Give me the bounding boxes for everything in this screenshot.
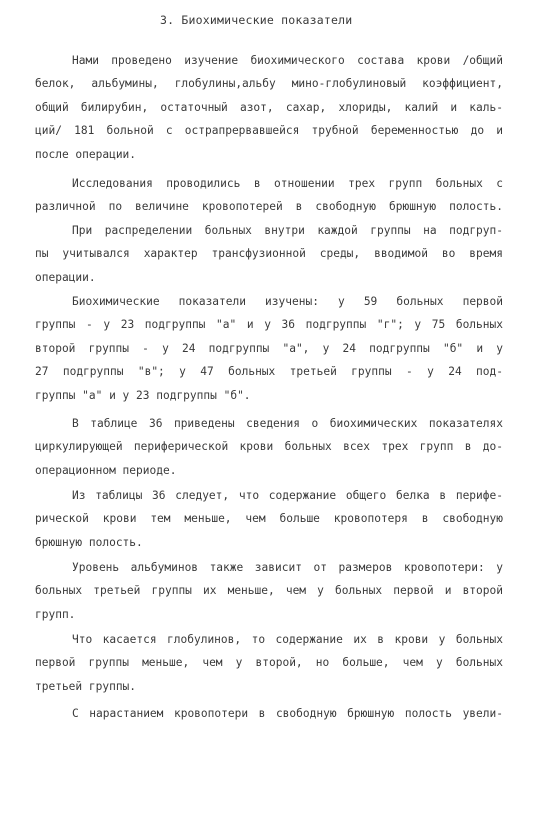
paragraph-three-groups xyxy=(35,172,503,219)
paragraph-study-description xyxy=(35,49,503,166)
paragraph-total-protein xyxy=(35,484,503,554)
text-line: В таблице 36 приведены сведения о биохимических показателях xyxy=(72,417,503,430)
text-line: третьей группы. xyxy=(35,679,137,693)
paragraph-indicators-studied xyxy=(35,290,503,407)
text-line: рической крови тем меньше, чем больше кровопотеря в свободную xyxy=(35,512,503,526)
text-line: ций/ 181 больной с острапрервавшейся трубной беременностью до и xyxy=(35,124,503,138)
text-line: Что касается глобулинов, то содержание их в крови у больных xyxy=(72,633,503,646)
text-line: операции. xyxy=(35,270,96,284)
text-line: больных третьей группы их меньше, чем у больных первой и второй xyxy=(35,584,503,598)
text-line: белок, альбумины, глобулины,альбу мино-глобулиновый коэффициент, xyxy=(35,77,503,91)
section-heading: 3. Биохимические показатели xyxy=(160,13,353,27)
paragraph-albumins xyxy=(35,556,503,626)
text-line: Из таблицы 36 следует, что содержание общего белка в перифе- xyxy=(72,489,503,502)
text-line: группы "а" и у 23 подгруппы "б". xyxy=(35,388,251,402)
text-line: Биохимические показатели изучены: у 59 больных первой xyxy=(72,295,503,308)
text-line: брюшную полость. xyxy=(35,535,143,549)
text-line: С нарастанием кровопотери в свободную брюшную полость увели- xyxy=(72,707,503,720)
text-line: Уровень альбуминов также зависит от размеров кровопотери: у xyxy=(72,561,503,574)
text-line: циркулирующей периферической крови больных всех трех групп в до- xyxy=(35,440,503,454)
paragraph-subgroups xyxy=(35,219,503,289)
text-line: первой группы меньше, чем у второй, но больше, чем у больных xyxy=(35,656,503,670)
text-line: группы - у 23 подгруппы "а" и у 36 подгруппы "г"; у 75 больных xyxy=(35,318,503,332)
text-line: общий билирубин, остаточный азот, сахар, хлориды, калий и каль- xyxy=(35,100,503,114)
text-line: При распределении больных внутри каждой группы на подгруп- xyxy=(72,224,503,237)
text-line: второй группы - у 24 подгруппы "а", у 24 подгруппы "б" и у xyxy=(35,341,503,355)
text-line: 27 подгруппы "в"; у 47 больных третьей группы - у 24 под- xyxy=(35,365,503,379)
paragraph-table-36 xyxy=(35,412,503,482)
text-line: групп. xyxy=(35,607,76,621)
paragraph-globulins xyxy=(35,628,503,698)
text-line: операционном периоде. xyxy=(35,463,177,477)
text-line: различной по величине кровопотерей в свободную брюшную полость. xyxy=(35,200,503,214)
text-line: Исследования проводились в отношении трех групп больных с xyxy=(72,177,503,190)
text-line: Нами проведено изучение биохимического состава крови /общий xyxy=(72,54,503,67)
text-line: после операции. xyxy=(35,147,137,161)
paragraph-blood-loss xyxy=(35,702,503,725)
text-line: пы учитывался характер трансфузионной среды, вводимой во время xyxy=(35,247,503,261)
